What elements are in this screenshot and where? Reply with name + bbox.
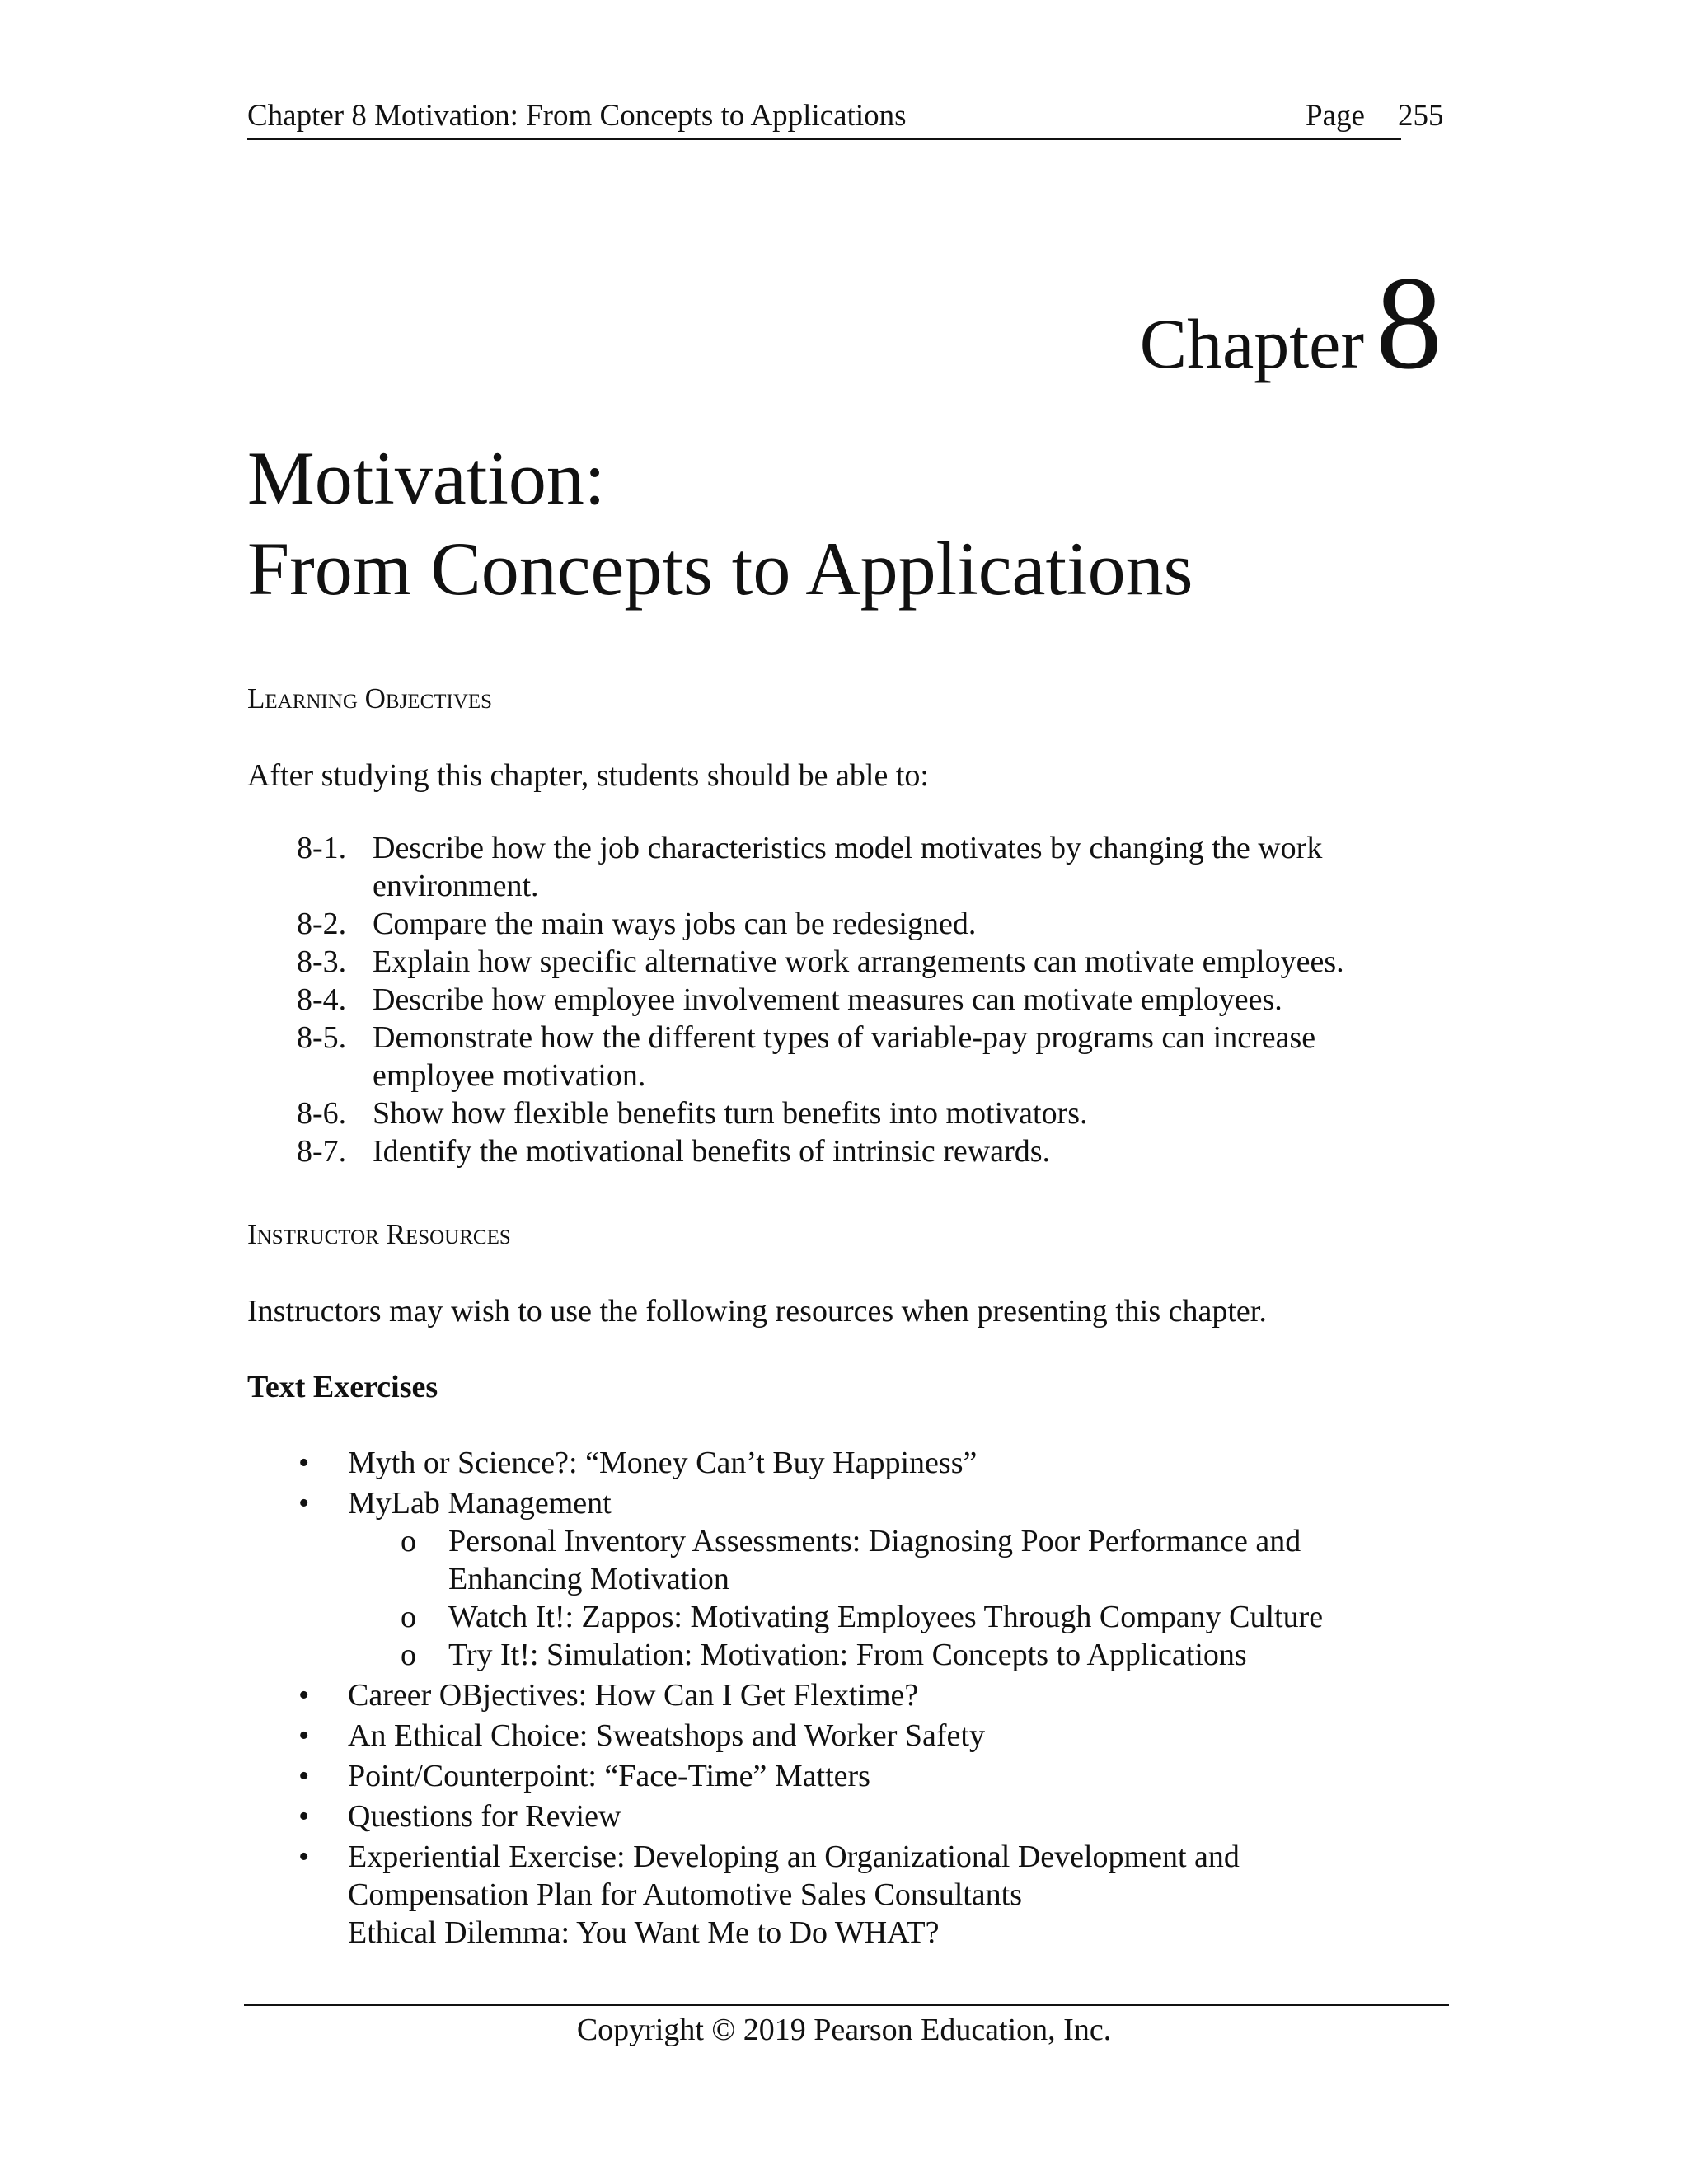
objective-item	[297, 943, 1344, 981]
objective-number: 8-4.	[297, 982, 347, 1017]
objective-number: 8-2.	[297, 907, 347, 941]
objective-text: Describe how the job characteristics model motivates by changing the work	[373, 831, 1323, 865]
objective-number: 8-3.	[297, 944, 347, 979]
objective-item	[297, 1019, 1344, 1094]
objective-text: Explain how specific alternative work arrangements can motivate employees.	[373, 944, 1344, 979]
circle-bullet-icon: o	[401, 1524, 416, 1558]
list-item-text: Questions for Review	[348, 1799, 621, 1834]
objective-text: Show how flexible benefits turn benefits into motivators.	[373, 1096, 1088, 1131]
list-item-text: Point/Counterpoint: “Face-Time” Matters	[348, 1759, 870, 1793]
bullet-icon: •	[298, 1799, 310, 1834]
objective-number: 8-5.	[297, 1020, 347, 1055]
list-item	[297, 1838, 1323, 1952]
sub-list-item-text: Enhancing Motivation	[448, 1562, 729, 1596]
instructor-resources-intro: Instructors may wish to use the following resources when presenting this chapter.	[247, 1294, 1267, 1329]
objective-number: 8-6.	[297, 1096, 347, 1131]
footer-rule	[244, 2004, 1449, 2006]
learning-objectives-intro: After studying this chapter, students should be able to:	[247, 758, 929, 793]
objective-item	[297, 1132, 1344, 1170]
sub-list-item	[348, 1522, 1323, 1598]
sub-list-item-text: Personal Inventory Assessments: Diagnosing Poor Performance and	[448, 1524, 1301, 1558]
objective-item	[297, 981, 1344, 1019]
sub-list-item-text: Try It!: Simulation: Motivation: From Concepts to Applications	[448, 1638, 1247, 1672]
list-item	[297, 1444, 1323, 1482]
objective-text: Demonstrate how the different types of variable-pay programs can increase	[373, 1020, 1316, 1055]
bullet-icon: •	[298, 1678, 310, 1713]
objective-item	[297, 1094, 1344, 1132]
bullet-icon: •	[298, 1759, 310, 1793]
title-line-1: Motivation:	[247, 436, 606, 520]
footer-copyright: Copyright © 2019 Pearson Education, Inc.	[576, 2013, 1112, 2047]
learning-objectives-list	[297, 829, 1344, 1170]
header-page-label: Page	[1306, 99, 1365, 133]
list-item-text: Career OBjectives: How Can I Get Flextime?	[348, 1678, 919, 1713]
sub-list	[348, 1522, 1323, 1674]
list-item	[297, 1676, 1323, 1714]
objective-text: environment.	[373, 869, 539, 903]
list-item	[297, 1797, 1323, 1835]
list-item-text: Experiential Exercise: Developing an Organizational Development and	[348, 1840, 1240, 1874]
list-item	[297, 1717, 1323, 1755]
list-item-text: An Ethical Choice: Sweatshops and Worker Safety	[348, 1718, 985, 1753]
circle-bullet-icon: o	[401, 1600, 416, 1634]
running-header	[247, 97, 1442, 140]
sub-list-item-text: Watch It!: Zappos: Motivating Employees Through Company Culture	[448, 1600, 1324, 1634]
page-title	[247, 433, 1193, 614]
list-item	[297, 1757, 1323, 1795]
objective-item	[297, 905, 1344, 943]
objective-text: Compare the main ways jobs can be redesigned.	[373, 907, 977, 941]
instructor-resources-heading: Instructor Resources	[247, 1218, 511, 1250]
list-item-text: Compensation Plan for Automotive Sales Consultants	[348, 1877, 1023, 1912]
chapter-number: 8	[1376, 250, 1442, 397]
sub-list-item	[348, 1598, 1323, 1636]
text-exercises-list	[297, 1444, 1323, 1952]
list-item-text: MyLab Management	[348, 1486, 612, 1521]
objective-text: Describe how employee involvement measures can motivate employees.	[373, 982, 1282, 1017]
objective-number: 8-7.	[297, 1134, 347, 1169]
circle-bullet-icon: o	[401, 1638, 416, 1672]
bullet-icon: •	[298, 1840, 310, 1874]
objective-text: employee motivation.	[373, 1058, 646, 1093]
chapter-word: Chapter	[1139, 304, 1364, 383]
bullet-icon: •	[298, 1486, 310, 1521]
list-item-text: Myth or Science?: “Money Can’t Buy Happiness”	[348, 1446, 978, 1480]
objective-number: 8-1.	[297, 831, 347, 865]
chapter-label	[1071, 247, 1442, 401]
text-exercises-heading: Text Exercises	[247, 1370, 438, 1404]
list-item	[297, 1484, 1323, 1674]
bullet-icon: •	[298, 1446, 310, 1480]
header-page-number: 255	[1398, 99, 1444, 133]
header-rule	[247, 138, 1401, 140]
objective-text: Identify the motivational benefits of intrinsic rewards.	[373, 1134, 1051, 1169]
sub-list-item	[348, 1636, 1323, 1674]
header-title: Chapter 8 Motivation: From Concepts to Applications	[247, 99, 907, 133]
list-item-text: Ethical Dilemma: You Want Me to Do WHAT?	[348, 1915, 940, 1950]
title-line-2: From Concepts to Applications	[247, 527, 1193, 611]
bullet-icon: •	[298, 1718, 310, 1753]
objective-item	[297, 829, 1344, 905]
learning-objectives-heading: Learning Objectives	[247, 682, 493, 715]
